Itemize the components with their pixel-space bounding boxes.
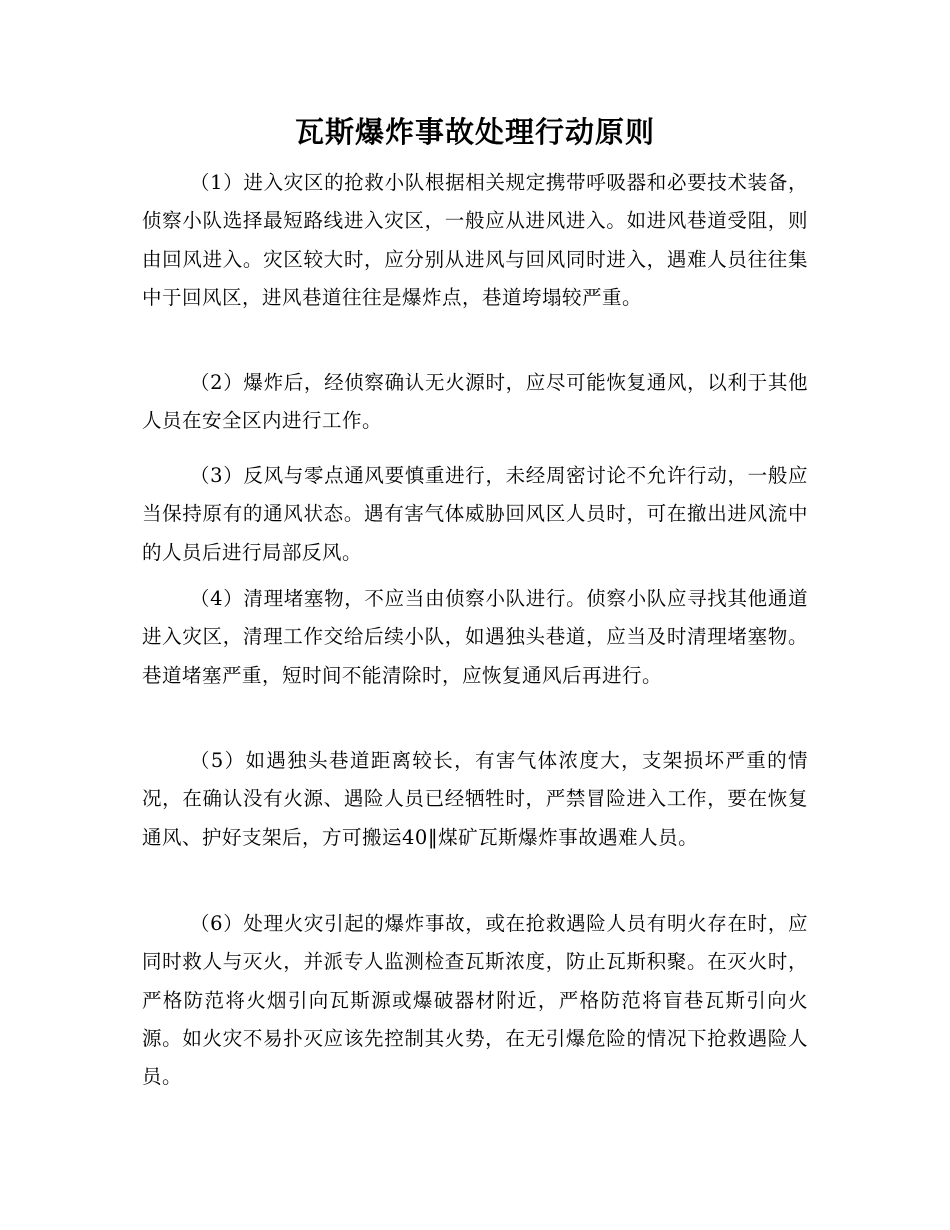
document-title: 瓦斯爆炸事故处理行动原则 [294, 115, 655, 149]
paragraph-6: （6）处理火灾引起的爆炸事故，或在抢救遇险人员有明火存在时，应同时救人与灭火，并派专人监测检查瓦斯浓度，防止瓦斯积聚。在灭火时，严格防范将火烟引向瓦斯源或爆破器材附近，严格防范将盲巷瓦斯引向火源。如火灾不易扑灭应该先控制其火势，在无引爆危险的情况下抢救遇险人员。 [142, 912, 808, 1089]
paragraph-5: （5）如遇独头巷道距离较长，有害气体浓度大，支架损坏严重的情况，在确认没有火源、遇险人员已经牺牲时，严禁冒险进入工作，要在恢复通风、护好支架后，方可搬运40‖煤矿瓦斯爆炸事故遇难人员。 [142, 749, 808, 849]
paragraph-2: （2）爆炸后，经侦察确认无火源时，应尽可能恢复通风，以利于其他人员在安全区内进行工作。 [142, 371, 808, 433]
paragraph-4: （4）清理堵塞物，不应当由侦察小队进行。侦察小队应寻找其他通道进入灾区，清理工作交给后续小队，如遇独头巷道，应当及时清理堵塞物。巷道堵塞严重，短时间不能清除时，应恢复通风后再进行。 [142, 587, 808, 687]
paragraph-1: （1）进入灾区的抢救小队根据相关规定携带呼吸器和必要技术装备，侦察小队选择最短路线进入灾区，一般应从进风进入。如进风巷道受阻，则由回风进入。灾区较大时，应分别从进风与回风同时进入，遇难人员往往集中于回风区，进风巷道往往是爆炸点，巷道垮塌较严重。 [142, 171, 808, 309]
paragraph-3: （3）反风与零点通风要慎重进行，未经周密讨论不允许行动，一般应当保持原有的通风状态。遇有害气体威胁回风区人员时，可在撤出进风流中的人员后进行局部反风。 [142, 464, 808, 564]
